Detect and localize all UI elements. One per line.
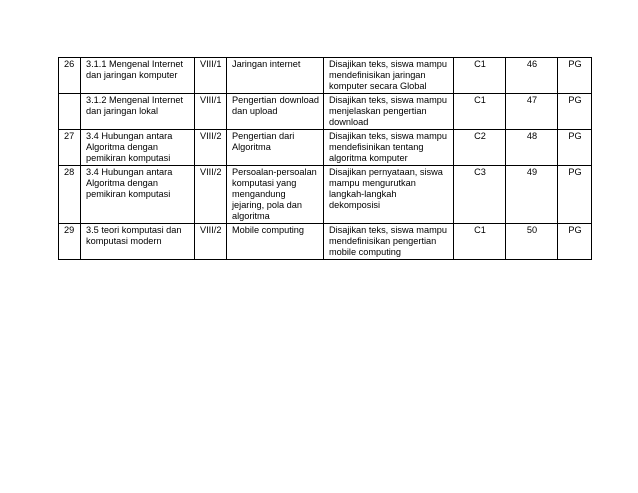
materi-cell: Pengertian dari Algoritma <box>227 130 324 166</box>
bentuk-soal-cell: PG <box>558 224 592 260</box>
table-row <box>59 58 592 94</box>
row-number: 29 <box>59 224 81 260</box>
level-kognitif-cell: C3 <box>454 166 506 224</box>
indikator-cell: Disajikan teks, siswa mampu mendefinisikan pengertian mobile computing <box>324 224 454 260</box>
row-number <box>59 94 81 130</box>
kompetensi-dasar-cell: 3.1.2 Mengenal Internet dan jaringan lokal <box>81 94 195 130</box>
kelas-semester-cell: VIII/2 <box>195 166 227 224</box>
level-kognitif-cell: C1 <box>454 58 506 94</box>
kelas-semester-cell: VIII/1 <box>195 58 227 94</box>
materi-cell: Persoalan-persoalan komputasi yang mengandung jejaring, pola dan algoritma <box>227 166 324 224</box>
row-number: 26 <box>59 58 81 94</box>
kelas-semester-cell: VIII/2 <box>195 224 227 260</box>
level-kognitif-cell: C2 <box>454 130 506 166</box>
table-row <box>59 166 592 224</box>
table-row <box>59 224 592 260</box>
level-kognitif-cell: C1 <box>454 94 506 130</box>
row-number: 27 <box>59 130 81 166</box>
bentuk-soal-cell: PG <box>558 94 592 130</box>
indikator-cell: Disajikan pernyataan, siswa mampu mengurutkan langkah-langkah dekomposisi <box>324 166 454 224</box>
nomor-soal-cell: 50 <box>506 224 558 260</box>
kompetensi-dasar-cell: 3.4 Hubungan antara Algoritma dengan pemikiran komputasi <box>81 166 195 224</box>
materi-cell: Pengertian download dan upload <box>227 94 324 130</box>
kisi-kisi-table <box>58 57 592 260</box>
indikator-cell: Disajikan teks, siswa mampu mendefisinikan tentang algoritma komputer <box>324 130 454 166</box>
table-row <box>59 94 592 130</box>
row-number: 28 <box>59 166 81 224</box>
materi-cell: Mobile computing <box>227 224 324 260</box>
indikator-cell: Disajikan teks, siswa mampu mendefinisikan jaringan komputer secara Global <box>324 58 454 94</box>
materi-cell: Jaringan internet <box>227 58 324 94</box>
kompetensi-dasar-cell: 3.5 teori komputasi dan komputasi modern <box>81 224 195 260</box>
bentuk-soal-cell: PG <box>558 58 592 94</box>
kelas-semester-cell: VIII/1 <box>195 94 227 130</box>
nomor-soal-cell: 47 <box>506 94 558 130</box>
bentuk-soal-cell: PG <box>558 166 592 224</box>
kelas-semester-cell: VIII/2 <box>195 130 227 166</box>
bentuk-soal-cell: PG <box>558 130 592 166</box>
indikator-cell: Disajikan teks, siswa mampu menjelaskan pengertian download <box>324 94 454 130</box>
table-row <box>59 130 592 166</box>
nomor-soal-cell: 48 <box>506 130 558 166</box>
kompetensi-dasar-cell: 3.1.1 Mengenal Internet dan jaringan komputer <box>81 58 195 94</box>
level-kognitif-cell: C1 <box>454 224 506 260</box>
nomor-soal-cell: 46 <box>506 58 558 94</box>
nomor-soal-cell: 49 <box>506 166 558 224</box>
kompetensi-dasar-cell: 3.4 Hubungan antara Algoritma dengan pemikiran komputasi <box>81 130 195 166</box>
